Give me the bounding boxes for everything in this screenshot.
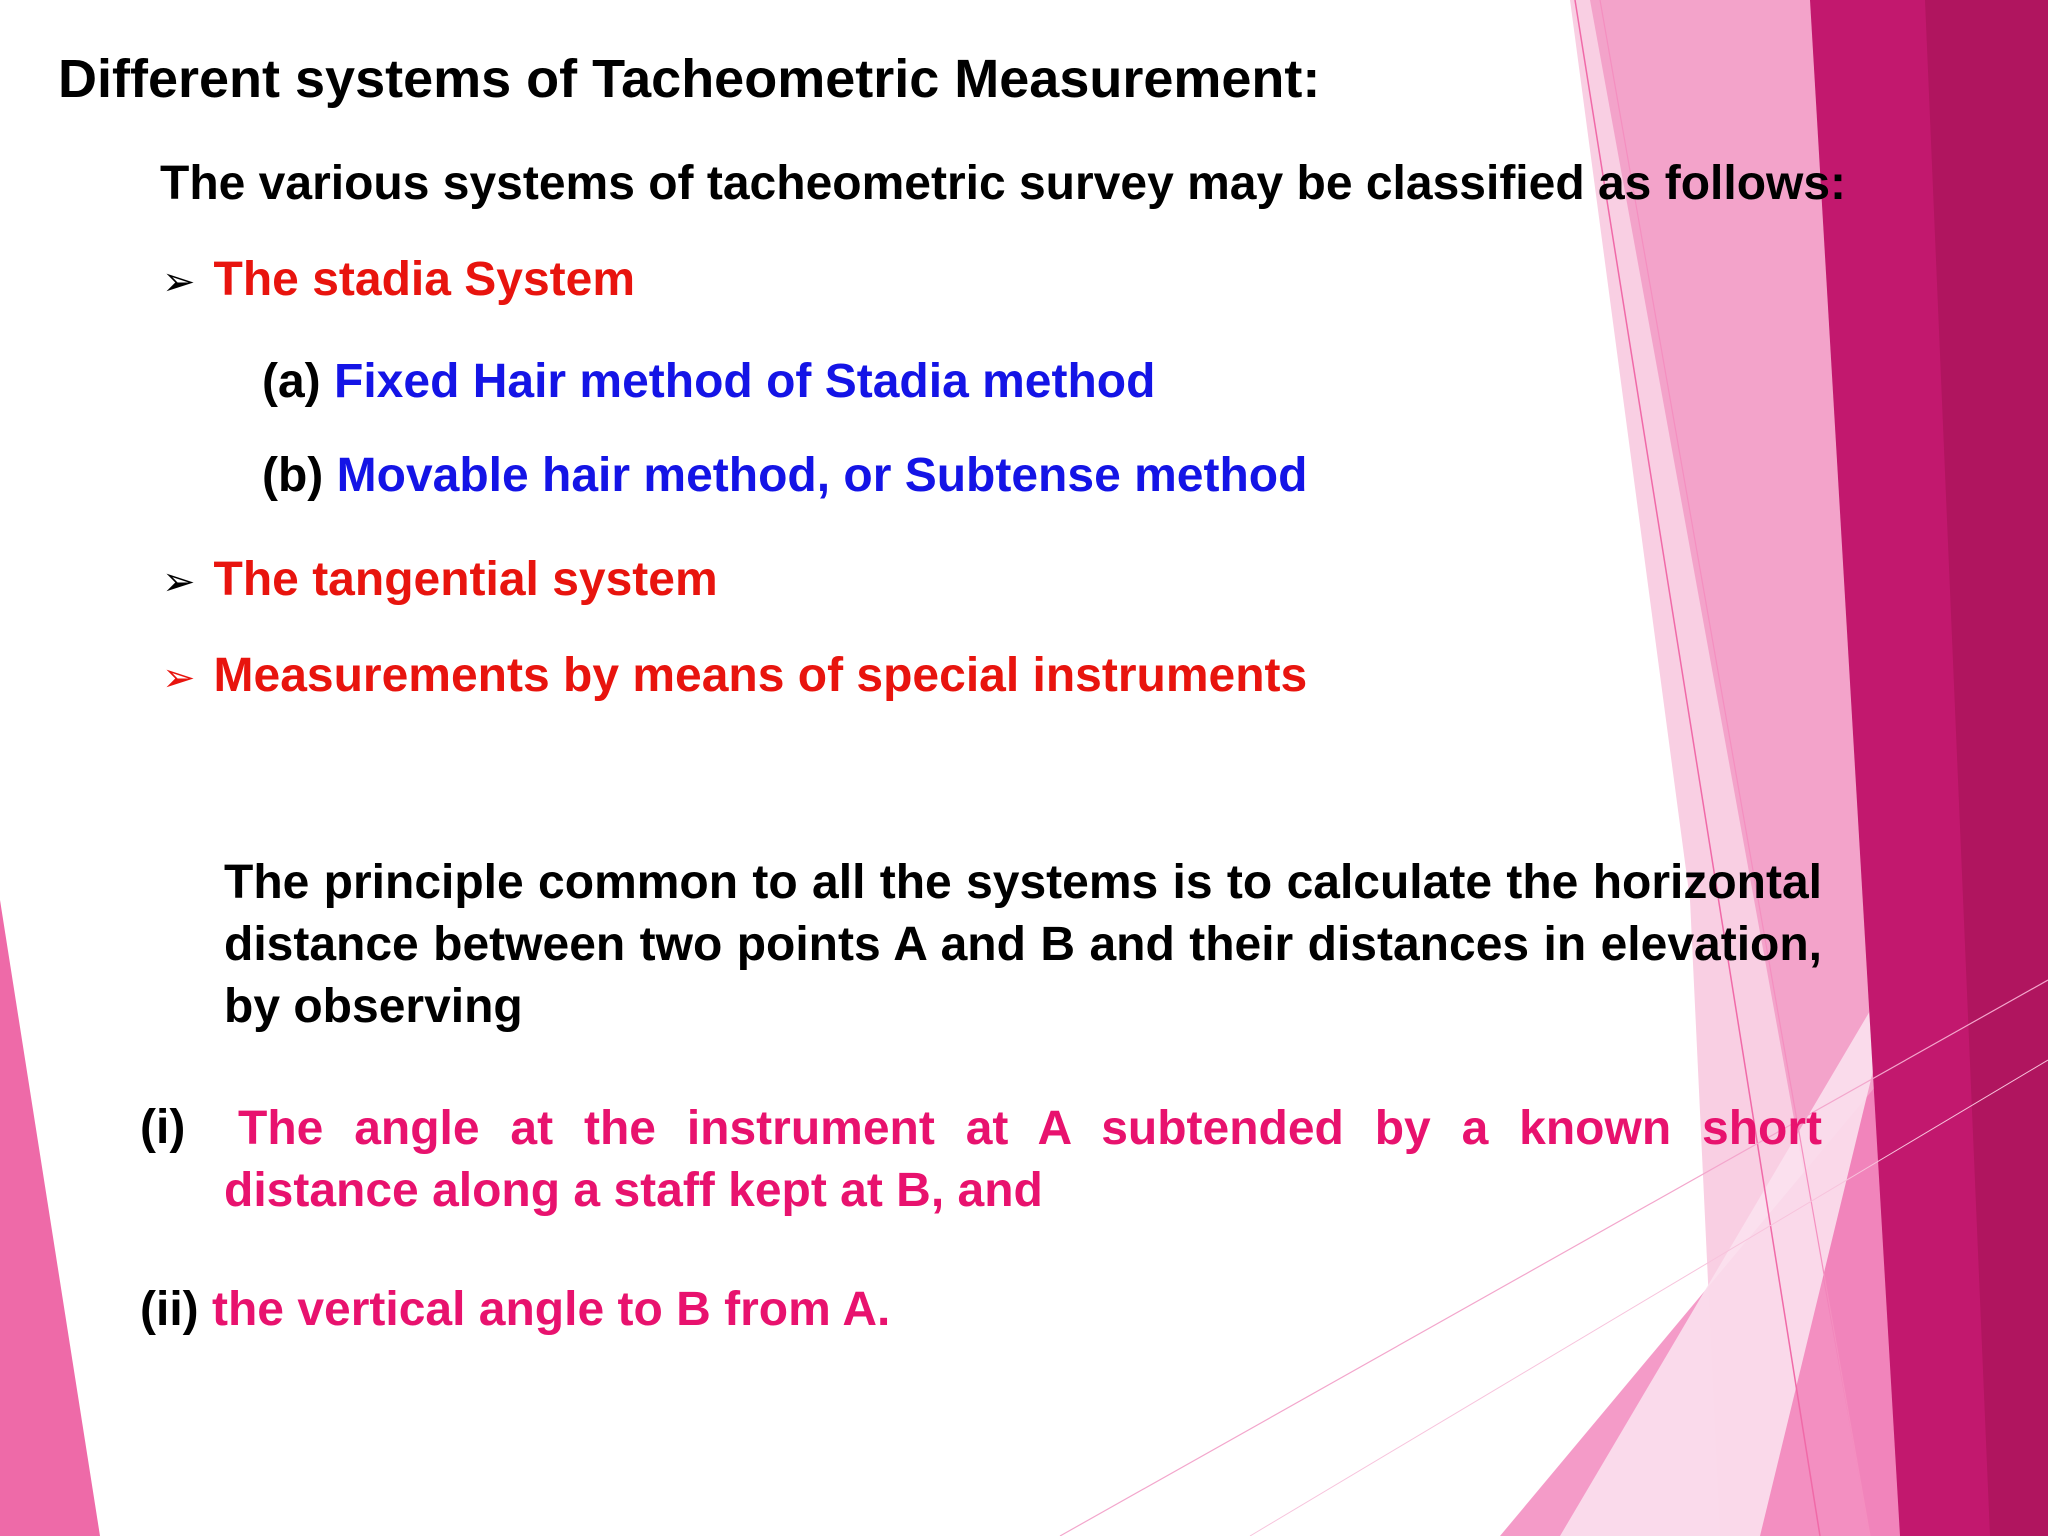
item-ii-marker: (ii) (140, 1283, 199, 1336)
subitem-fixed-hair (262, 354, 1155, 409)
bullet-special-instruments (162, 648, 1307, 703)
item-ii (140, 1282, 890, 1337)
subitem-movable-hair (262, 448, 1307, 503)
item-i-marker: (i) (140, 1101, 186, 1154)
bullet-label: Measurements by means of special instruments (213, 649, 1308, 702)
subitem-marker: (b) (262, 449, 324, 502)
subitem-text: Fixed Hair method of Stadia method (334, 355, 1156, 408)
bullet-stadia-system (162, 252, 635, 307)
item-ii-text: the vertical angle to B from A. (211, 1283, 891, 1336)
intro-text: The various systems of tacheometric survey may be classified as follows: (160, 157, 1847, 210)
subitem-marker: (a) (262, 355, 321, 408)
bullet-label: The stadia System (213, 253, 636, 306)
bullet-tangential-system (162, 552, 718, 607)
bullet-arrow-icon: ➢ (162, 560, 196, 604)
principle-paragraph: The principle common to all the systems is to calculate the horizontal distance between two points A and B and their distances in elevation, by observing (224, 856, 1822, 1033)
slide-title: Different systems of Tacheometric Measurement: (58, 49, 1321, 109)
subitem-text: Movable hair method, or Subtense method (336, 449, 1308, 502)
bg-shape-left-wedge (0, 900, 100, 1536)
bullet-arrow-icon: ➢ (162, 260, 196, 304)
item-i-text: The angle at the instrument at A subtended by a known short distance along a staff kept at B, and (224, 1102, 1822, 1217)
bullet-arrow-icon: ➢ (162, 656, 196, 700)
bullet-label: The tangential system (213, 553, 718, 606)
